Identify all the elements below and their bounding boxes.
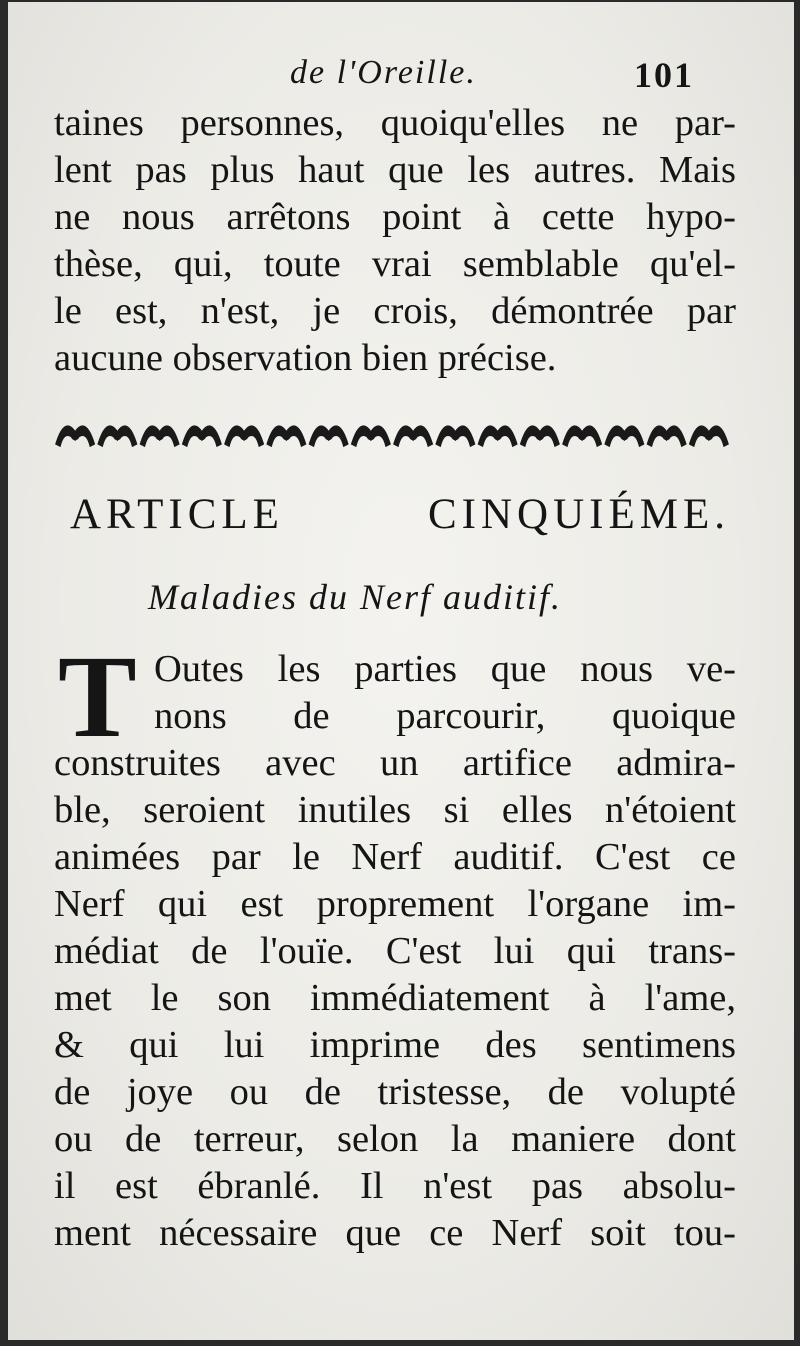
- text-line: Outes les parties que nous ve-: [154, 648, 736, 690]
- fleuron-dot: [705, 433, 712, 440]
- text-line: ou de terreur, selon la maniere dont: [54, 1118, 736, 1160]
- text-line: met le son immédiatement à l'ame,: [54, 977, 736, 1019]
- text-line: de joye ou de tristesse, de volupté: [54, 1071, 736, 1113]
- text-line: médiat de l'ouïe. C'est lui qui trans-: [54, 930, 736, 972]
- fleuron-dot: [536, 433, 543, 440]
- running-title: de l'Oreille.: [290, 54, 477, 91]
- section-subheading: Maladies du Nerf auditif.: [148, 577, 562, 617]
- article-heading: ARTICLE CINQUIÉME.: [70, 491, 730, 538]
- text-line: ble, seroient inutiles si elles n'étoient: [54, 789, 736, 831]
- text-line: construites avec un artifice admira-: [54, 742, 736, 784]
- text-line: ne nous arrêtons point à cette hypo-: [54, 196, 736, 238]
- page-number: 101: [634, 55, 694, 95]
- fleuron-dot: [410, 433, 417, 440]
- text-line: Nerf qui est proprement l'organe im-: [54, 883, 736, 925]
- fleuron-ornament: [54, 410, 730, 456]
- fleuron-dot: [198, 433, 205, 440]
- text-line: taines personnes, quoiqu'elles ne par-: [54, 102, 736, 144]
- fleuron-dot: [72, 433, 79, 440]
- text-line: aucune observation bien précise.: [54, 337, 557, 379]
- fleuron-dot: [579, 433, 586, 440]
- fleuron-dot: [452, 433, 459, 440]
- body-paragraph: [54, 646, 736, 1257]
- fleuron-dot: [156, 433, 163, 440]
- running-head: [8, 54, 794, 94]
- fleuron-dot: [283, 433, 290, 440]
- text-line: ment nécessaire que ce Nerf soit tou-: [54, 1212, 736, 1254]
- text-line: animées par le Nerf auditif. C'est ce: [54, 836, 736, 878]
- text-line: thèse, qui, toute vrai semblable qu'el-: [54, 243, 736, 285]
- drop-cap: T: [58, 631, 137, 762]
- text-line: nons de parcourir, quoique: [154, 695, 736, 737]
- text-line: lent pas plus haut que les autres. Mais: [54, 149, 736, 191]
- fleuron-dot: [114, 433, 121, 440]
- book-page: [8, 2, 794, 1340]
- fleuron-dot: [494, 433, 501, 440]
- fleuron-dot: [241, 433, 248, 440]
- continuation-paragraph: [54, 100, 736, 382]
- text-line: le est, n'est, je crois, démontrée par: [54, 290, 736, 332]
- text-line: & qui lui imprime des sentimens: [54, 1024, 736, 1066]
- fleuron-dot: [367, 433, 374, 440]
- fleuron-dot: [663, 433, 670, 440]
- text-line: il est ébranlé. Il n'est pas absolu-: [54, 1165, 736, 1207]
- fleuron-dot: [621, 433, 628, 440]
- fleuron-dot: [325, 433, 332, 440]
